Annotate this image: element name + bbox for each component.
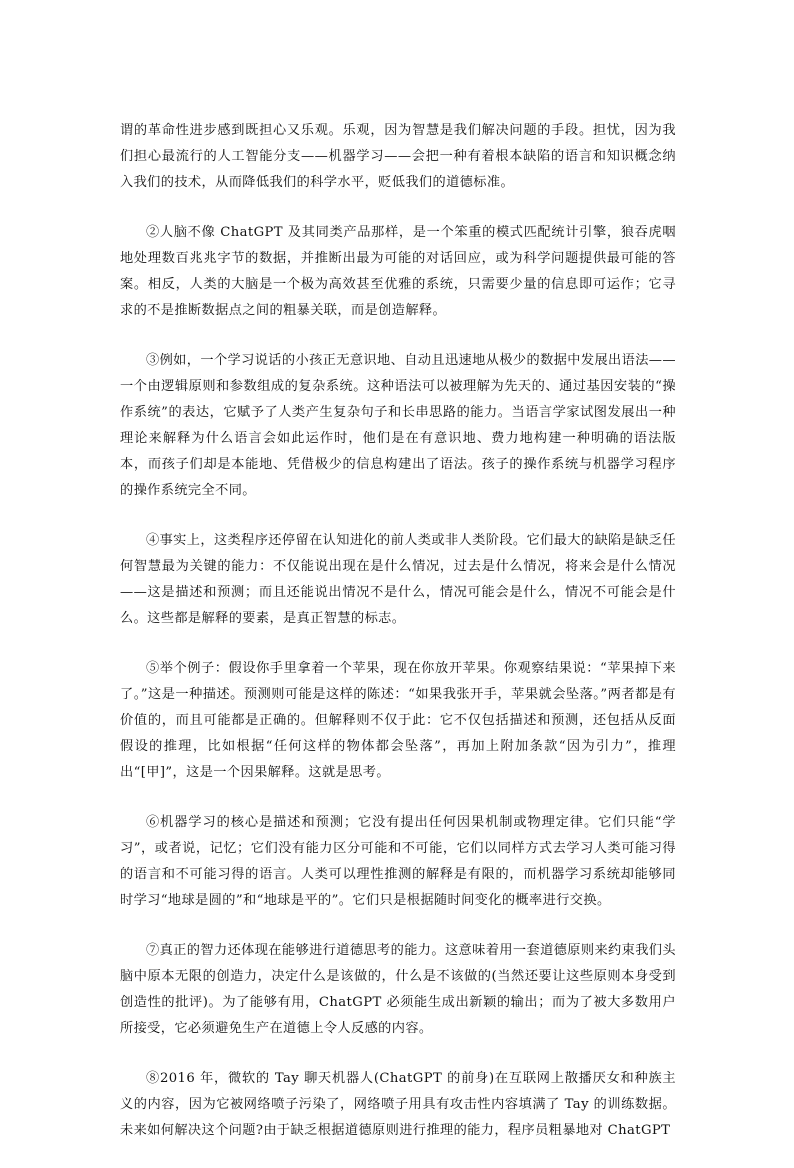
paragraph-3: ③例如，一个学习说话的小孩正无意识地、自动且迅速地从极少的数据中发展出语法——一个由逻辑原则和参数组成的复杂系统。这种语法可以被理解为先天的、通过基因安装的“操作系统”的表达，它赋予了人类产生复杂句子和长串思路的能力。当语言学家试图发展出一种理论来解释为什么语言会如此运作时，他们是在有意识地、费力地构建一种明确的语法版本，而孩子们却是本能地、凭借极少的信息构建出了语法。孩子的操作系统与机器学习程序的操作系统完全不同。 (120, 353, 676, 498)
paragraph-7: ⑦真正的智力还体现在能够进行道德思考的能力。这意味着用一套道德原则来约束我们头脑中原本无限的创造力，决定什么是该做的，什么是不该做的(当然还要让这些原则本身受到创造性的批评)。为了能够有用，ChatGPT 必须能生成出新颖的输出；而为了被大多数用户所接受，它必须避免生产在道德上令人反感的内容。 (120, 943, 676, 1036)
paragraph-8: ⑧2016 年，微软的 Tay 聊天机器人(ChatGPT 的前身)在互联网上散播厌女和种族主义的内容，因为它被网络喷子污染了，网络喷子用具有攻击性内容填满了 Tay 的训练数据。未来如何解决这个问题?由于缺乏根据道德原则进行推理的能力，程序员粗暴地对 ChatGPT (120, 1071, 676, 1138)
paragraph-1: 谓的革命性进步感到既担心又乐观。乐观，因为智慧是我们解决问题的手段。担忧，因为我们担心最流行的人工智能分支——机器学习——会把一种有着根本缺陷的语言和知识概念纳入我们的技术，从而降低我们的科学水平，贬低我们的道德标准。 (120, 123, 676, 190)
paragraph-6: ⑥机器学习的核心是描述和预测；它没有提出任何因果机制或物理定律。它们只能“学习”，或者说，记忆；它们没有能力区分可能和不可能，它们以同样方式去学习人类可能习得的语言和不可能习得的语言。人类可以理性推测的解释是有限的，而机器学习系统却能够同时学习“地球是圆的”和“地球是平的”。它们只是根据随时间变化的概率进行交换。 (120, 815, 676, 908)
paragraph-4: ④事实上，这类程序还停留在认知进化的前人类或非人类阶段。它们最大的缺陷是缺乏任何智慧最为关键的能力：不仅能说出现在是什么情况，过去是什么情况，将来会是什么情况——这是描述和预测；而且还能说出情况不是什么，情况可能会是什么，情况不可能会是什么。这些都是解释的要素，是真正智慧的标志。 (120, 533, 676, 626)
document-page (120, 118, 676, 1168)
paragraph-5: ⑤举个例子：假设你手里拿着一个苹果，现在你放开苹果。你观察结果说：“苹果掉下来了。”这是一种描述。预测则可能是这样的陈述：“如果我张开手，苹果就会坠落。”两者都是有价值的，而且可能都是正确的。但解释则不仅于此：它不仅包括描述和预测，还包括从反面假设的推理，比如根据“任何这样的物体都会坠落”，再加上附加条款“因为引力”，推理出“[甲]”，这是一个因果解释。这就是思考。 (120, 661, 676, 780)
paragraph-2: ②人脑不像 ChatGPT 及其同类产品那样，是一个笨重的模式匹配统计引擎，狼吞虎咽地处理数百兆兆字节的数据，并推断出最为可能的对话回应，或为科学问题提供最可能的答案。相反，人类的大脑是一个极为高效甚至优雅的系统，只需要少量的信息即可运作；它寻求的不是推断数据点之间的粗暴关联，而是创造解释。 (120, 225, 676, 318)
